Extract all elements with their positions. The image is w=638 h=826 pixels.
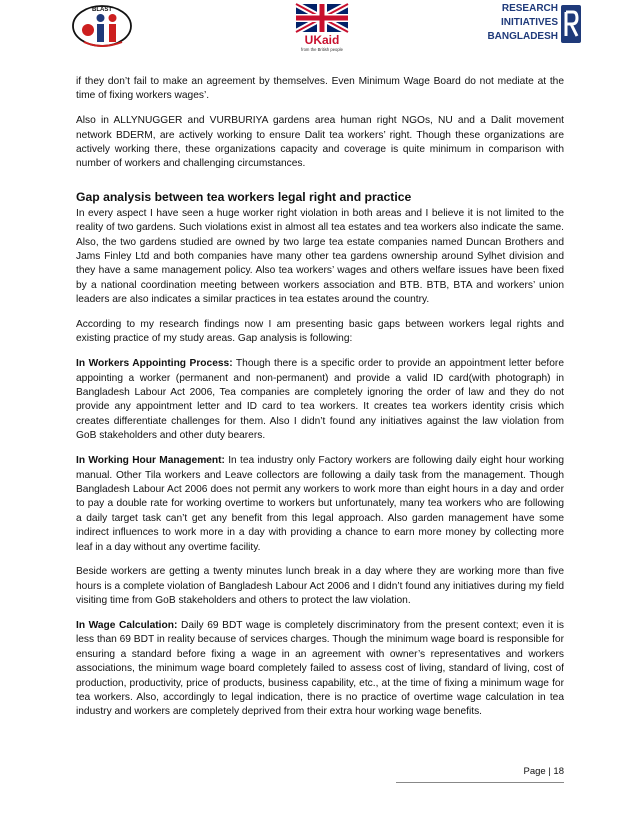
lead-wage-calculation: In Wage Calculation: xyxy=(76,619,178,631)
paragraph-research-findings: According to my research findings now I am presenting basic gaps between workers legal rights and existing practice of my study areas. Gap analysis is following: xyxy=(76,319,564,345)
paragraph-appointing-process xyxy=(76,357,564,443)
paragraph-ngo-network: Also in ALLYNUGGER and VURBURIYA gardens area human right NGOs, NU and a Dalit movement network BDERM, are actively working to ensure Dalit tea workers’ right. Though these organizations are actively working there, these organizations capacity and coverage is quite minimum in comparison with number of workers and challenging circumstances. xyxy=(76,115,564,170)
blast-logo-text: BLAST xyxy=(92,7,112,13)
text-working-hours: In tea industry only Factory workers are following daily eight hour working manual. Other Tila workers and Leave collectors are following a daily task from the management. Though Bangladesh Labour Act 2006 does not permit any workers to work more than eight hours in a day and order to pay a double rate for working overtime to workers but unfortunately, many tea workers who are following a daily target task can’t get any benefit from this legal approach. Also garden management have some indirect influences to work more in a day with providing a chance to earn more money by collecting more leaf in a day without any overtime facility. xyxy=(76,455,564,553)
paragraph-lunch-break: Beside workers are getting a twenty minutes lunch break in a day where they are working more than five hours is a complete violation of Bangladesh Labour Act 2006 and I didn’t found any initiatives during my field visiting time from GoB stakeholders and others to protect the law violation. xyxy=(76,566,564,607)
blast-logo xyxy=(70,2,134,54)
section-heading: Gap analysis between tea workers legal right and practice xyxy=(76,189,412,204)
paragraph-violations: In every aspect I have seen a huge worker right violation in both areas and I believe it is not limited to the reality of two gardens. Such violations exist in almost all tea estates and tea workers also indicate the same. Also, the two gardens studied are owned by two large tea estate companies named Duncan Brothers and Jams Finley Ltd and both companies have many other tea gardens ownership around Sylhet division and they have a same management policy. Also tea workers’ wages and others welfare issues have been fixed by a national coordination meeting between workers association and BTB. BTB, BTA and workers’ union leaders are also indicates a similar practices in tea estates around the country. xyxy=(76,207,564,306)
rib-logo xyxy=(478,0,584,50)
text-appointing-process: Though there is a specific order to provide an appointment letter before appointing a worker (permanent and non-permanent) and provide a valid ID card(with photograph) in Bangladesh Labour Act 2006, Tea companies are completely ignoring the order of law and they do not provide any appointment letter and ID card to tea workers. It creates tea workers identity crisis which creates differentiate challenges for them. Also I didn’t found any initiatives against the law violation from GoB stakeholders and other duty bearers. xyxy=(76,358,564,442)
page-header xyxy=(0,0,638,62)
rib-line-2: INITIATIVES xyxy=(500,17,558,28)
rib-line-1: RESEARCH xyxy=(501,3,558,14)
rib-line-3: BANGLADESH xyxy=(487,31,558,42)
ukaid-logo-text: UKaid xyxy=(304,33,340,47)
document-body xyxy=(76,75,564,730)
paragraph-working-hours xyxy=(76,454,564,555)
footer-divider xyxy=(396,782,564,783)
text-wage-calculation: Daily 69 BDT wage is completely discriminatory from the present context; even it is less than 69 BDT in reality because of services charges. Though the minimum wage board is responsible for ensuring a standard before fixing a wage in an agreement with owner’s representatives and workers associations, the minimum wage board completely failed to assess cost of living, standard of living, cost of production, productivity, price of products, business capability, etc., at the time of fixing a minimum wage for tea workers. Also, accordingly to legal indication, there is no practice of overtime wage calculation in tea industry and workers are completely deprived from their extra hour working wage benefits. xyxy=(76,619,564,718)
paragraph-wage-calculation xyxy=(76,619,564,720)
ukaid-tagline: from the British people xyxy=(301,47,343,52)
rib-mark-icon xyxy=(560,4,582,44)
lead-working-hours: In Working Hour Management: xyxy=(76,455,225,467)
paragraph-intro: if they don’t fail to make an agreement by themselves. Even Minimum Wage Board do not mediate at the time of fixing workers wages’. xyxy=(76,76,564,102)
page-number: Page | 18 xyxy=(523,766,564,777)
lead-appointing-process: In Workers Appointing Process: xyxy=(76,358,233,370)
rib-logo-text xyxy=(487,2,558,44)
ukaid-logo xyxy=(282,2,362,52)
